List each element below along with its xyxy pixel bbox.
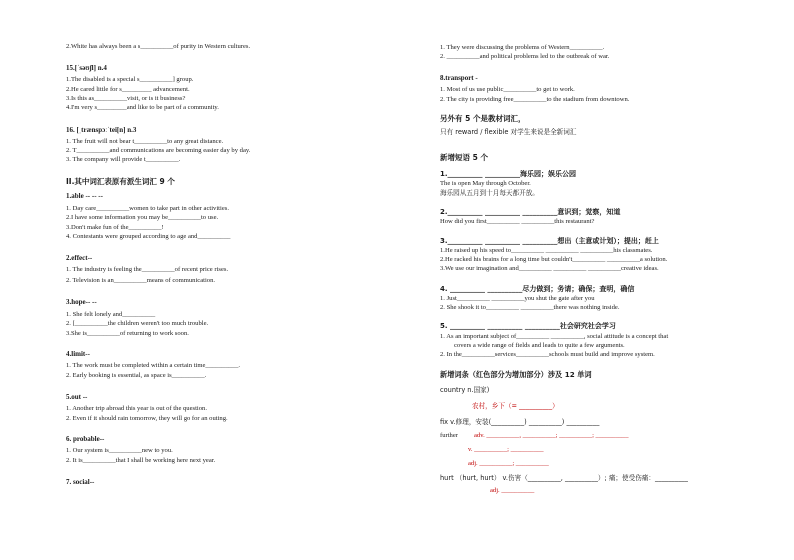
entry-further-adv: adv. __________, __________; __________; __________ [474,432,629,439]
entry-further-v: v. __________; __________ [468,446,544,453]
heading-effect: 2.effect-- [66,254,93,262]
hope-1: 1. She felt lonely and__________ [66,311,156,318]
transport-2: 2. The city is providing free__________to the stadium from downtown. [440,96,630,103]
heading-probable: 6. probable-- [66,435,105,443]
phrase-3-example-3: 3.We use our imagination and__________ __________ __________creative ideas. [440,265,659,272]
heading-social: 7. social-- [66,478,95,486]
social-1: 1. They were discussing the problems of Western__________. [440,44,605,51]
heading-able: 1.able -- -- -- [66,192,103,200]
entry-fix: fix v.修理，安装(__________) __________) __________ [440,418,600,426]
phrase-3-example-1: 1.He raised up his speed to__________ __________ __________his classmates. [440,247,653,254]
out-1: 1. Another trip abroad this year is out of the question. [66,405,208,412]
phrases-title: 新增短语 5 个 [440,153,488,162]
phrase-1: 1.__________ __________海乐园；娱乐公园 [440,170,576,178]
exercise-15-2: 2.He cared little for s_________ advancement. [66,86,190,93]
new-entries-title: 新增词条（红色部分为增加部分）涉及 12 单词 [440,370,592,379]
phrase-5-example-1-cont: covers a wide range of fields and leads to quite a few arguments. [454,342,625,349]
limit-1: 1. The work must be completed within a certain time__________. [66,362,241,369]
entry-further: further [440,432,458,439]
heading-limit: 4.limit-- [66,350,90,358]
exercise-16-1: 1. The fruit will not bear t__________to any great distance. [66,138,224,145]
entry-hurt: hurt （hurt, hurt） v.伤害（__________, __________）; 痛；使受伤痛：__________ [440,474,688,482]
phrase-1-example: The is open May through October. [440,180,531,187]
phrase-5-example-2: 2. In the__________services__________schools must build and improve system. [440,351,655,358]
able-2: 2.I have some information you may be__________to use. [66,214,219,221]
heading-hope: 3.hope-- -- [66,298,97,306]
heading-16: 16. [ˌtrænspɔːˈtei[n] n.3 [66,126,137,134]
phrase-4-example-2: 2. She shook it to__________ __________there was nothing inside. [440,304,620,311]
exercise-15-1: 1.The disabled is a special s__________] group. [66,76,194,83]
extra-words-note: 只有 reward / flexible 对学生来说是全新词汇 [440,128,577,136]
exercise-16-3: 3. The company will provide t__________. [66,156,181,163]
left-line-1: 2.White has always been a s__________of purity in Western cultures. [66,43,251,50]
phrase-1-translation: 海乐园从五月到十月每天都开放。 [440,189,539,197]
entry-country: country n.国家) [440,386,490,394]
hope-2: 2. [__________the children weren't too much trouble. [66,320,209,327]
probable-1: 1. Our system is__________new to you. [66,447,173,454]
probable-2: 2. It is__________that I shall be working here next year. [66,457,216,464]
heading-transport: 8.transport - [440,74,478,82]
phrase-2: 2.__________ __________ __________意识到；觉察，知道 [440,208,621,216]
section-II-title: II.其中词汇表原有派生词汇 9 个 [66,177,175,186]
effect-1: 1. The industry is feeling the__________of recent price rises. [66,266,229,273]
entry-further-adj: adj. __________; __________ [468,460,549,467]
phrase-4-example-1: 1. Just__________ __________you shut the gate after you [440,295,595,302]
able-3: 3.Don't make fun of the__________! [66,224,164,231]
out-2: 2. Even if it should rain tomorrow, they will go for an outing. [66,415,228,422]
exercise-15-4: 4.I'm very s_________and like to be part of a community. [66,104,219,111]
effect-2: 2. Television is an__________means of communication. [66,277,216,284]
exercise-15-3: 3.Is this as__________visit, or is it business? [66,95,186,102]
able-1: 1. Day care__________women to take part in other activities. [66,205,229,212]
limit-2: 2. Early booking is essential, as space is__________. [66,372,207,379]
phrase-5-example-1: 1. As an important subject of__________ __________, social attitude is a concept that [440,333,669,340]
hope-3: 3.She is__________of returning to work soon. [66,330,189,337]
phrase-2-example: How did you first__________ __________this restaurant? [440,218,595,225]
able-4: 4. Contestants were grouped according to age and__________ [66,233,231,240]
heading-15: 15.[ˈsəʊʃl] n.4 [66,64,107,72]
phrase-3-example-2: 2.He racked his brains for a long time but couldn't__________ __________a solution. [440,256,668,263]
entry-country-rural: 农村，乡下（= __________） [472,402,559,410]
entry-hurt-adj: adj. __________ [490,487,535,494]
social-2: 2. __________and political problems led to the outbreak of war. [440,53,610,60]
phrase-4: 4. __________ __________尽力做到；务请；确保；查明，确信 [440,285,635,293]
transport-1: 1. Most of us use public__________to get to work. [440,86,575,93]
extra-words-title: 另外有 5 个是教材词汇， [440,114,526,123]
phrase-3: 3.__________ __________ __________想出（主意或计划）；提出；赶上 [440,237,659,245]
phrase-5: 5. __________ __________ __________社会研究社会学习 [440,322,616,330]
exercise-16-2: 2. T__________and communications are becoming easier day by day. [66,147,251,154]
heading-out: 5.out -- [66,393,88,401]
